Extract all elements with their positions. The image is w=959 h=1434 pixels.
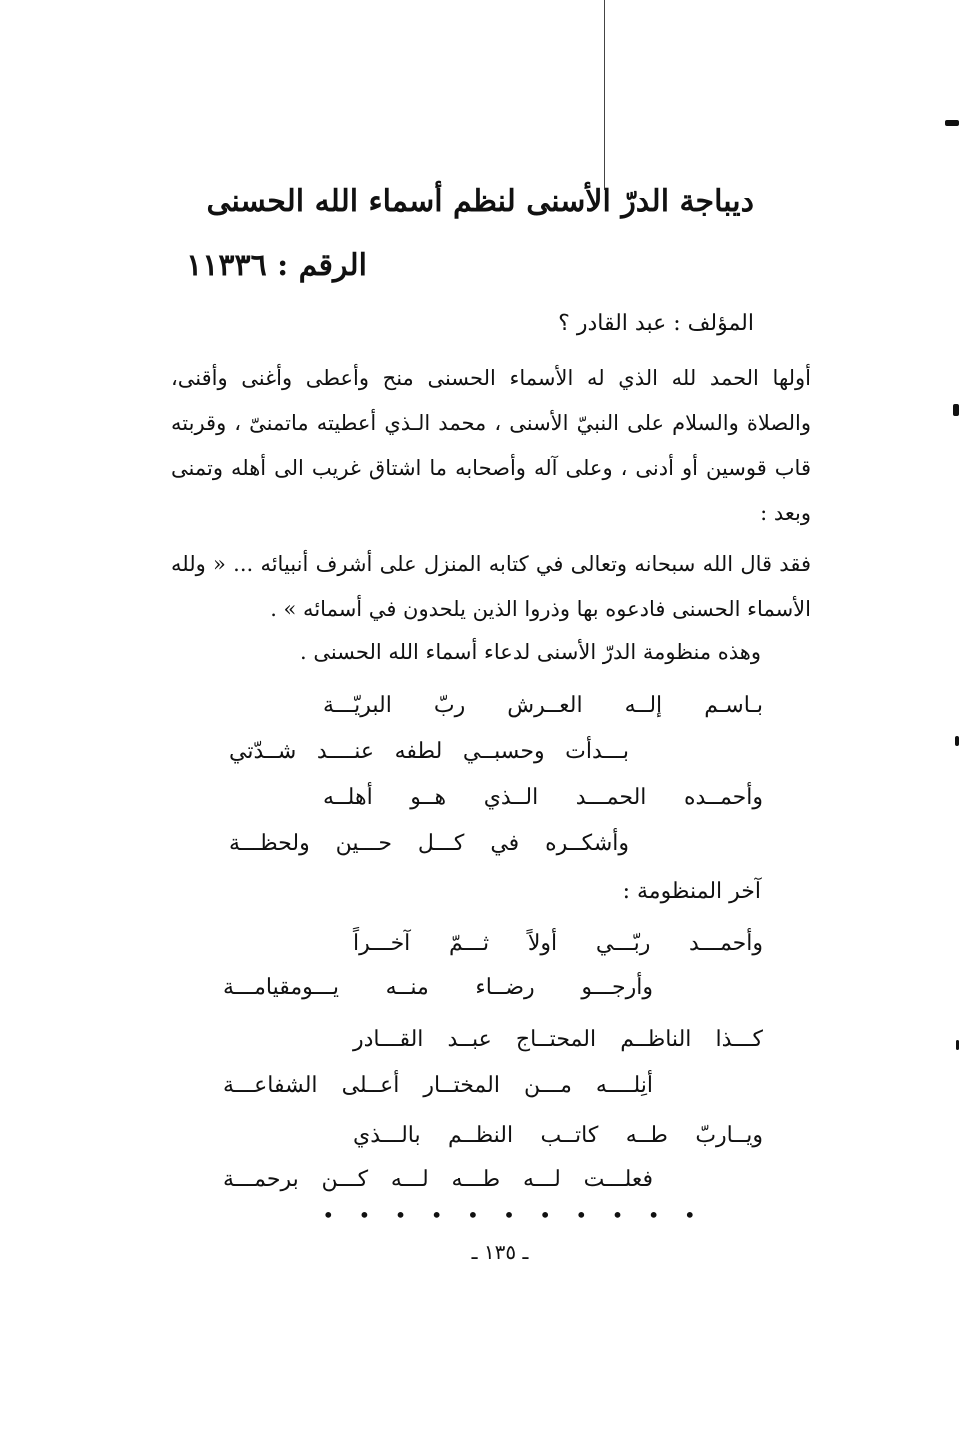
edge-scan-mark	[955, 736, 959, 746]
edge-scan-mark	[953, 404, 959, 416]
poem-intro-line: وهذه منظومة الدرّ الأسنى لدعاء أسماء الله الحسنى .	[299, 640, 761, 664]
verse-hemistich: بـــدأت وحسبــي لطفه عنــــد شــدّتي	[229, 739, 629, 764]
verse-hemistich: وأشكــره في كـــل حـــين ولحظـــة	[229, 831, 629, 856]
binding-gutter-line	[604, 0, 605, 190]
opening-paragraph: أولها الحمد لله الذي له الأسماء الحسنى منح وأعطى وأغنى وأقنى، والصلاة والسلام على النبيّ الأسنى ، محمد الـذي أعطيته ماتمنىّ ، وقربته قاب قوسين أو أدنى ، وعلى آله وأصحابه ما اشتاق غريب الى أهله وتمنى وبعد :	[171, 366, 811, 525]
verse-hemistich: ويــاربّ طــه كاتــب النظــم بالـــذي	[353, 1123, 763, 1148]
page-number: ـ ١٣٥ ـ	[471, 1240, 529, 1264]
poem-ending-label: آخر المنظومة :	[622, 879, 761, 904]
verse-hemistich: فعلـــت لـــه طـــه لـــه كـــن برحمـــة	[223, 1167, 653, 1192]
verse-hemistich: وأحمـــد ربّـــي أولاً ثـــمّ آخـــراً	[353, 931, 763, 956]
verse-hemistich: كـــذا الناظــم المحتــاج عبــد القـــادر	[353, 1027, 763, 1052]
verse-hemistich: أنِلــــه مـــن المختــار أعــلى الشفاعـــة	[223, 1073, 653, 1098]
verse-hemistich: بـاسـم إلــه العــرش ربّ البريّـــة	[323, 693, 763, 718]
edge-scan-mark	[945, 120, 959, 126]
author-line: المؤلف : عبد القادر ؟	[558, 311, 754, 336]
quran-quote-paragraph: فقد قال الله سبحانه وتعالى في كتابه المنزل على أشرف أنبيائه ... « ولله الأسماء الحسنى فادعوه بها وذروا الذين يلحدون في أسمائه » .	[171, 552, 811, 621]
record-number: الرقم : ١١٣٣٦	[186, 248, 367, 283]
section-separator-dots: • • • • • • • • • • •	[322, 1203, 698, 1227]
page-title: ديباجة الدرّ الأسنى لنظم أسماء الله الحسنى	[206, 184, 754, 219]
verse-hemistich: وأرجـــو رضــاء منــه يـــومقيامـــة	[223, 975, 653, 1000]
verse-hemistich: وأحمــده الحمـــد الــذي هــو أهلــه	[323, 785, 763, 810]
